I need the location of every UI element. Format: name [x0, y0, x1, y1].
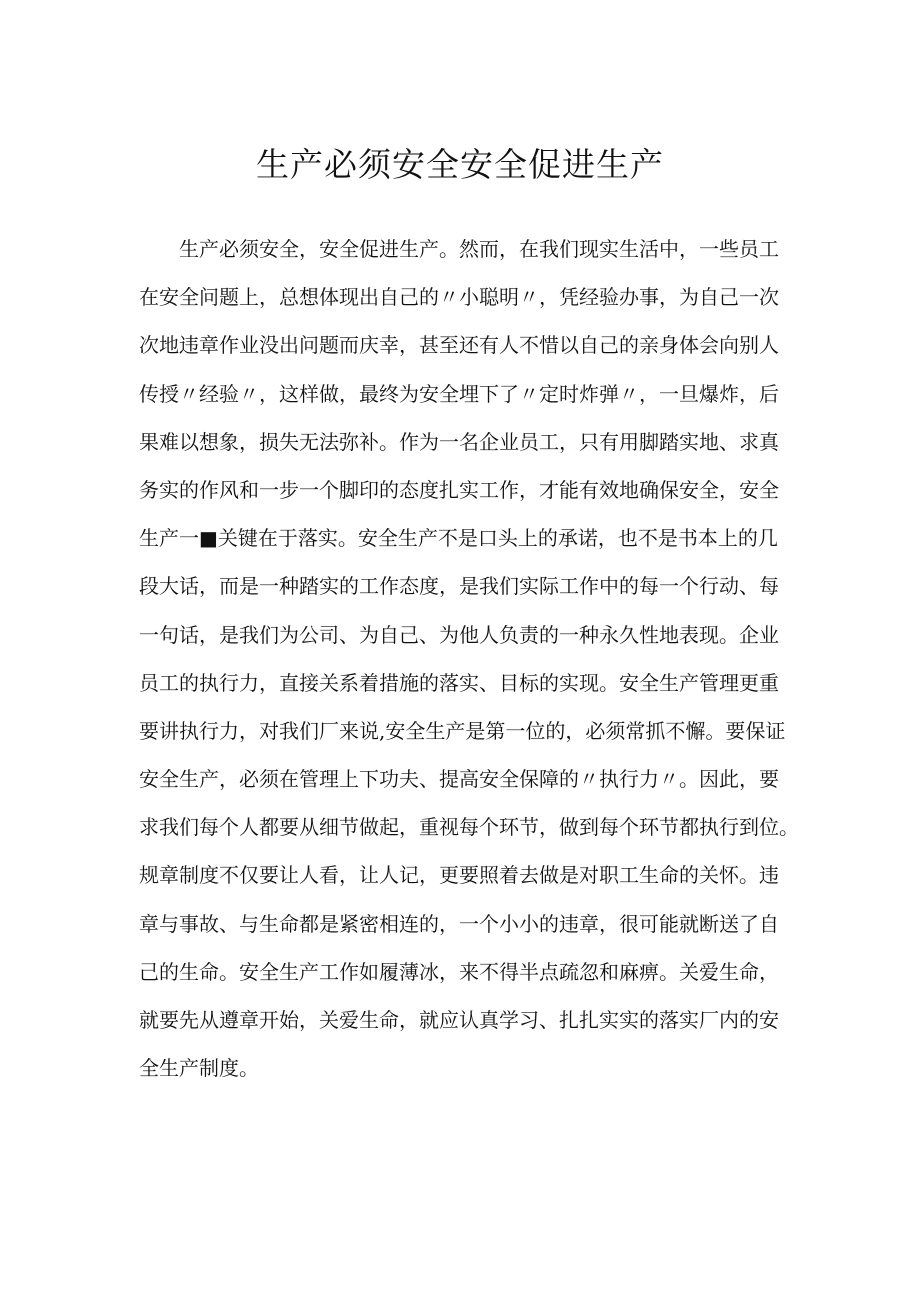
document-title: 生产必须安全安全促进生产: [256, 145, 664, 184]
body-line-7: 生产一■关键在于落实。安全生产不是口头上的承诺，也不是书本上的几: [139, 526, 778, 551]
body-line-15: 章与事故、与生命都是紧密相连的，一个小小的违章，很可能就断送了自: [139, 911, 779, 936]
body-line-6: 务实的作风和一步一个脚印的态度扎实工作，才能有效地确保安全，安全: [139, 477, 779, 502]
body-line-8: 段大话，而是一种踏实的工作态度，是我们实际工作中的每一个行动、每: [139, 574, 779, 599]
body-line-12: 安全生产，必须在管理上下功夫、提高安全保障的〃执行力〃。因此，要: [139, 767, 779, 792]
document-body: [139, 225, 799, 1092]
body-line-4: 传授〃经验〃，这样做，最终为安全埋下了〃定时炸弹〃，一旦爆炸，后: [139, 381, 779, 406]
body-line-2: 在安全问题上，总想体现出自己的〃小聪明〃，凭经验办事，为自己一次: [139, 285, 779, 310]
body-line-16: 己的生命。安全生产工作如履薄冰，来不得半点疏忽和麻痹。关爱生命，: [139, 959, 779, 984]
body-line-13: 求我们每个人都要从细节做起，重视每个环节，做到每个环节都执行到位。: [139, 815, 799, 840]
body-line-3: 次地违章作业没出问题而庆幸，甚至还有人不惜以自己的亲身体会向别人: [139, 333, 779, 358]
body-line-1: 生产必须安全，安全促进生产。然而，在我们现实生活中，一些员工: [179, 237, 779, 261]
body-line-11: 要讲执行力，对我们厂来说,安全生产是第一位的，必须常抓不懈。要保证: [139, 718, 786, 743]
body-line-14: 规章制度不仅要让人看，让人记，更要照着去做是对职工生命的关怀。违: [139, 863, 779, 888]
body-line-5: 果难以想象，损失无法弥补。作为一名企业员工，只有用脚踏实地、求真: [139, 429, 779, 454]
body-line-18: 全生产制度。: [139, 1056, 259, 1081]
body-line-9: 一句话，是我们为公司、为自己、为他人负责的一种永久性地表现。企业: [139, 622, 779, 647]
body-line-10: 员工的执行力，直接关系着措施的落实、目标的实现。安全生产管理更重: [139, 670, 779, 695]
body-line-17: 就要先从遵章开始，关爱生命，就应认真学习、扎扎实实的落实厂内的安: [139, 1008, 779, 1032]
